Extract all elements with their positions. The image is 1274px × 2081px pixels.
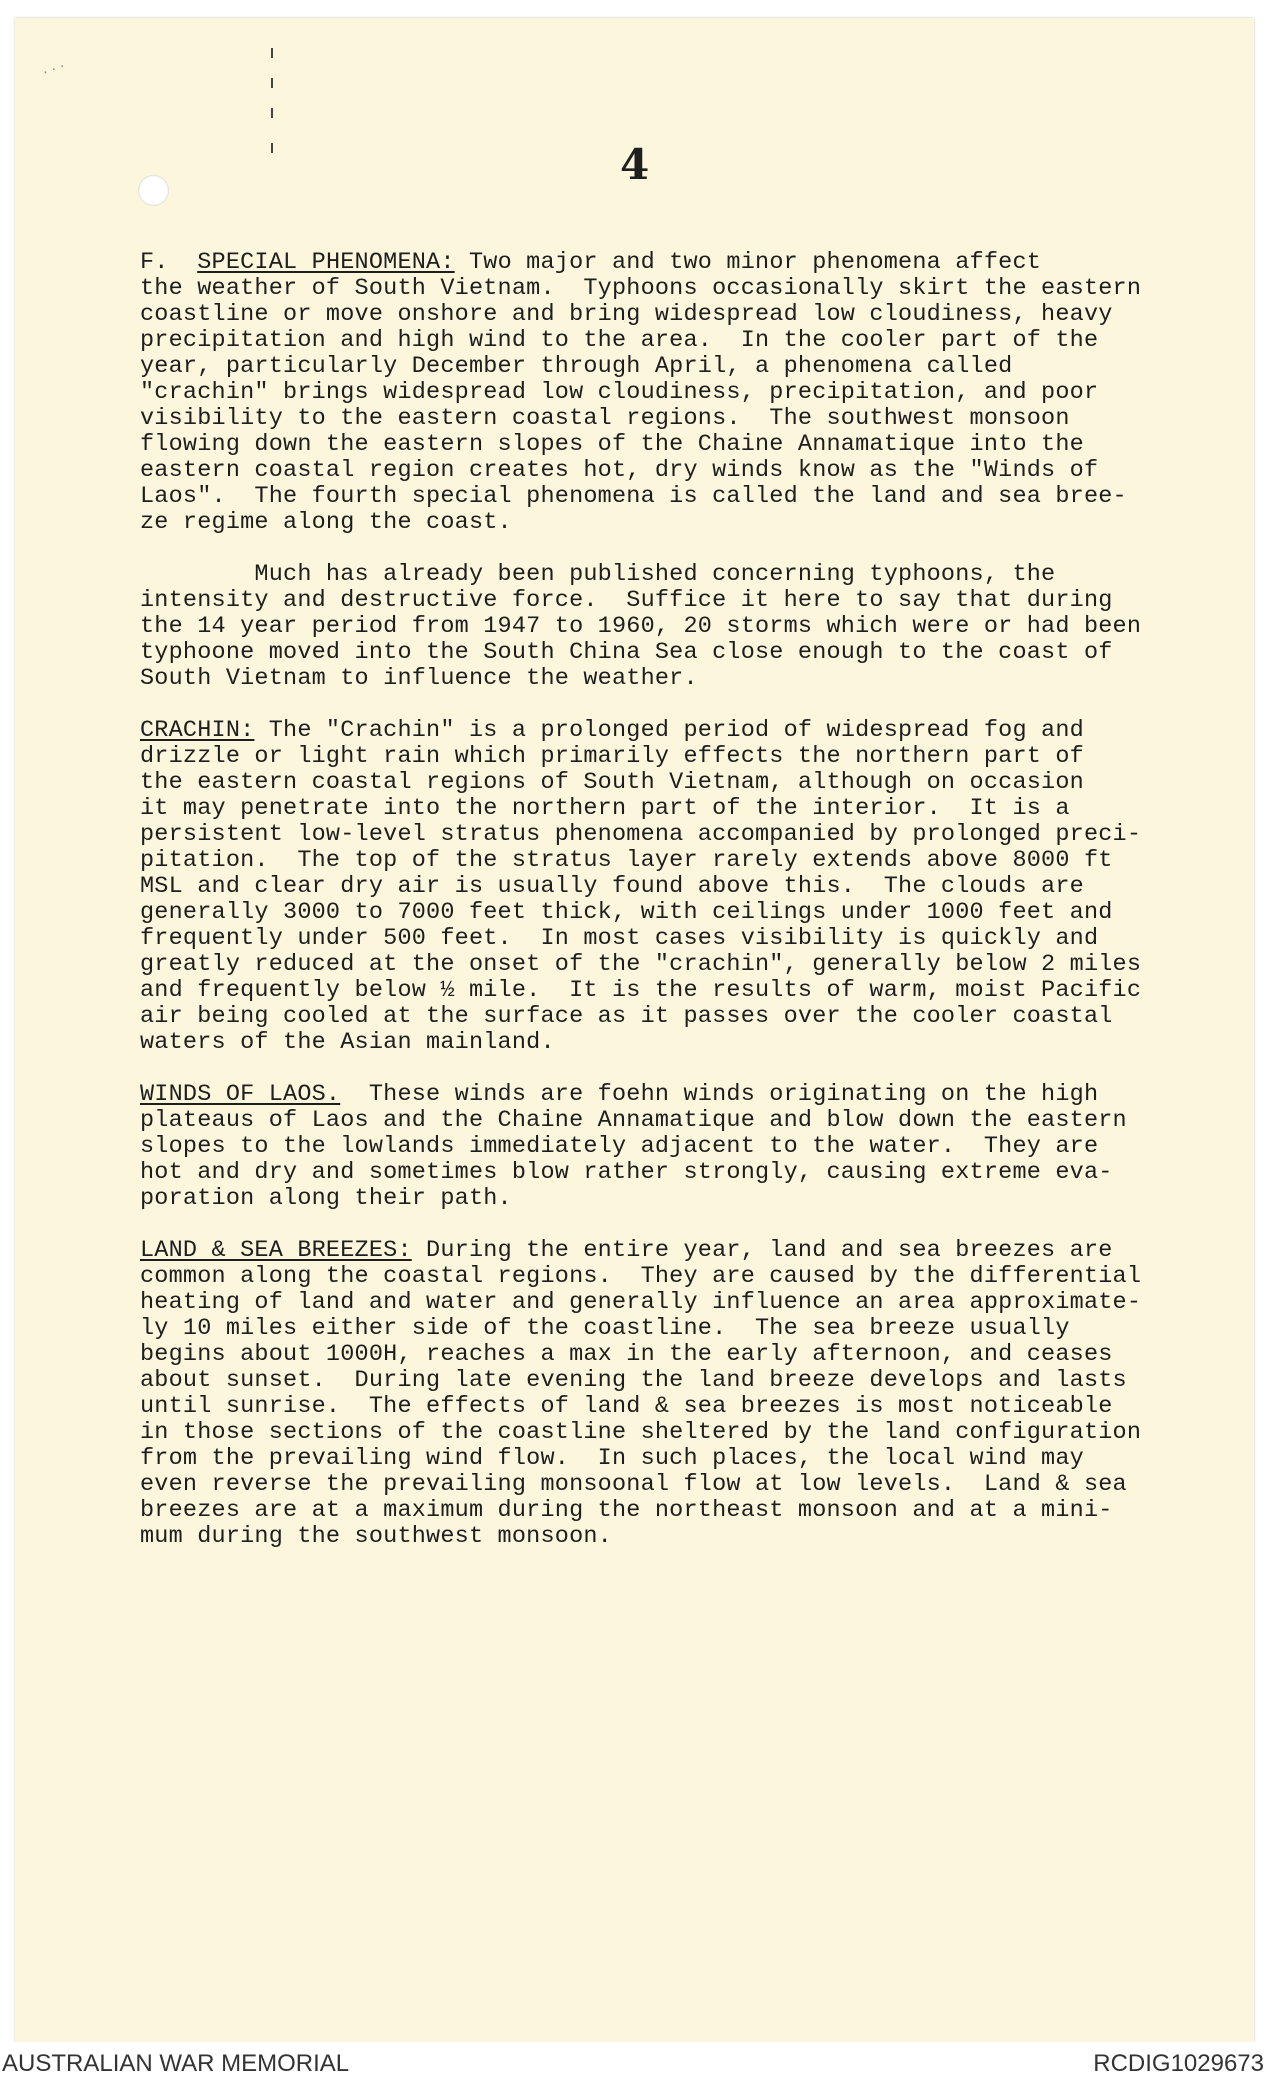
section-heading-land-sea-breezes: LAND & SEA BREEZES:	[140, 1237, 412, 1264]
text-line: pitation. The top of the stratus layer rarely extends above 8000 ft	[140, 847, 1113, 874]
heading-line-special	[140, 250, 1240, 276]
text-line: Laos". The fourth special phenomena is called the land and sea bree-	[140, 483, 1127, 510]
text-line: persistent low-level stratus phenomena accompanied by prolonged preci-	[140, 821, 1142, 848]
line-text: These winds are foehn winds originating on the high	[340, 1081, 1099, 1108]
text-line: until sunrise. The effects of land & sea breezes is most noticeable	[140, 1393, 1113, 1420]
text-line: South Vietnam to influence the weather.	[140, 665, 698, 692]
text-line: begins about 1000H, reaches a max in the early afternoon, and ceases	[140, 1341, 1113, 1368]
paragraph-special-phenomena	[140, 276, 1240, 536]
body-text	[140, 250, 1240, 1550]
corner-pencil-marks: · · ·	[40, 58, 68, 82]
paragraph-winds-of-laos	[140, 1108, 1240, 1212]
text-line: even reverse the prevailing monsoonal flow at low levels. Land & sea	[140, 1471, 1127, 1498]
text-line: heating of land and water and generally influence an area approximate-	[140, 1289, 1142, 1316]
text-line: coastline or move onshore and bring widespread low cloudiness, heavy	[140, 301, 1113, 328]
text-line: slopes to the lowlands immediately adjacent to the water. They are	[140, 1133, 1099, 1160]
text-line: Much has already been published concerning typhoons, the	[140, 561, 1056, 588]
footer-institution: AUSTRALIAN WAR MEMORIAL	[2, 2050, 350, 2077]
text-line: and frequently below ½ mile. It is the results of warm, moist Pacific	[140, 977, 1142, 1004]
text-line: mum during the southwest monsoon.	[140, 1523, 612, 1550]
text-line: generally 3000 to 7000 feet thick, with ceilings under 1000 feet and	[140, 899, 1113, 926]
text-line: from the prevailing wind flow. In such places, the local wind may	[140, 1445, 1084, 1472]
archive-footer	[0, 2042, 1274, 2081]
text-line: MSL and clear dry air is usually found above this. The clouds are	[140, 873, 1084, 900]
paragraph-crachin	[140, 744, 1240, 1056]
text-line: typhoone moved into the South China Sea close enough to the coast of	[140, 639, 1113, 666]
heading-line-winds-of-laos	[140, 1082, 1240, 1108]
section-heading-crachin: CRACHIN:	[140, 717, 255, 744]
line-text: During the entire year, land and sea breezes are	[411, 1237, 1113, 1264]
text-line: eastern coastal region creates hot, dry winds know as the "Winds of	[140, 457, 1099, 484]
text-line: the eastern coastal regions of South Vietnam, although on occasion	[140, 769, 1084, 796]
margin-marks	[271, 48, 275, 158]
page-number: 4	[620, 140, 650, 189]
text-line: greatly reduced at the onset of the "crachin", generally below 2 miles	[140, 951, 1142, 978]
text-line: hot and dry and sometimes blow rather strongly, causing extreme eva-	[140, 1159, 1113, 1186]
text-line: air being cooled at the surface as it passes over the cooler coastal	[140, 1003, 1113, 1030]
text-line: breezes are at a maximum during the northeast monsoon and at a mini-	[140, 1497, 1113, 1524]
text-line: visibility to the eastern coastal regions. The southwest monsoon	[140, 405, 1070, 432]
text-line: frequently under 500 feet. In most cases visibility is quickly and	[140, 925, 1099, 952]
text-line: precipitation and high wind to the area. In the cooler part of the	[140, 327, 1099, 354]
line-text: Two major and two minor phenomena affect	[454, 249, 1042, 276]
section-heading-winds-of-laos: WINDS OF LAOS.	[140, 1081, 341, 1108]
text-line: ze regime along the coast.	[140, 509, 512, 536]
text-line: year, particularly December through April, a phenomena called	[140, 353, 1013, 380]
text-line: in those sections of the coastline sheltered by the land configuration	[140, 1419, 1142, 1446]
heading-line-crachin	[140, 718, 1240, 744]
text-line: drizzle or light rain which primarily effects the northern part of	[140, 743, 1084, 770]
punch-hole	[138, 175, 169, 206]
text-line: "crachin" brings widespread low cloudiness, precipitation, and poor	[140, 379, 1099, 406]
text-line: about sunset. During late evening the land breeze develops and lasts	[140, 1367, 1127, 1394]
text-line: poration along their path.	[140, 1185, 512, 1212]
text-line: ly 10 miles either side of the coastline. The sea breeze usually	[140, 1315, 1070, 1342]
text-line: plateaus of Laos and the Chaine Annamatique and blow down the eastern	[140, 1107, 1127, 1134]
text-line: flowing down the eastern slopes of the Chaine Annamatique into the	[140, 431, 1084, 458]
heading-line-land-sea-breezes	[140, 1238, 1240, 1264]
paragraph-land-sea-breezes	[140, 1264, 1240, 1550]
line-text: The "Crachin" is a prolonged period of widespread fog and	[254, 717, 1084, 744]
text-line: waters of the Asian mainland.	[140, 1029, 555, 1056]
text-line: intensity and destructive force. Suffice it here to say that during	[140, 587, 1113, 614]
footer-record-id: RCDIG1029673	[1093, 2050, 1264, 2077]
text-line: it may penetrate into the northern part of the interior. It is a	[140, 795, 1070, 822]
text-line: common along the coastal regions. They are caused by the differential	[140, 1263, 1142, 1290]
paragraph-typhoons	[140, 562, 1240, 692]
text-line: the weather of South Vietnam. Typhoons occasionally skirt the eastern	[140, 275, 1142, 302]
heading-prefix: F.	[140, 249, 198, 276]
section-heading-special-phenomena: SPECIAL PHENOMENA:	[197, 249, 455, 276]
text-line: the 14 year period from 1947 to 1960, 20 storms which were or had been	[140, 613, 1142, 640]
